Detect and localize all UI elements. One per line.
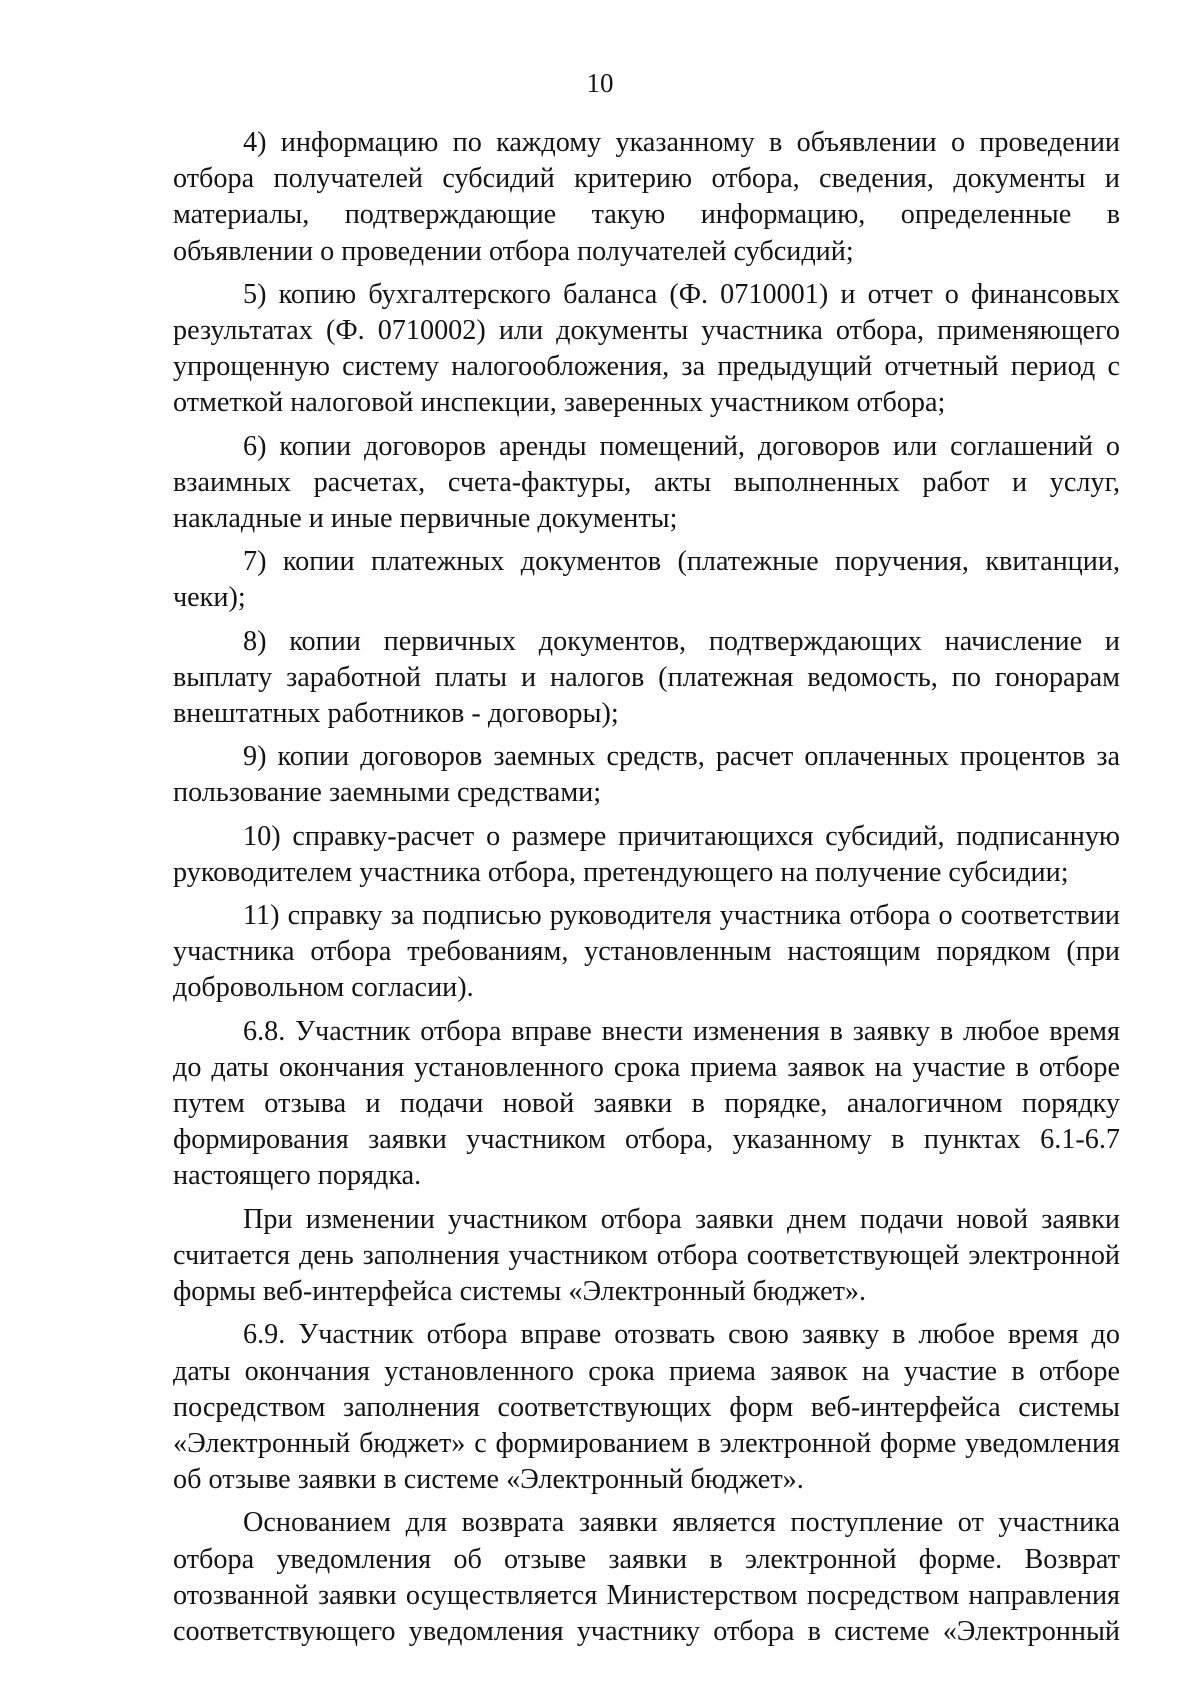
paragraph-6-8: 6.8. Участник отбора вправе внести изменения в заявку в любое время до даты окончания установленного срока приема заявок на участие в отборе путем отзыва и подачи новой заявки в порядке, аналогичном порядку формирования заявки участником отбора, указанному в пунктах 6.1-6.7 настоящего порядка.: [173, 1015, 1120, 1192]
paragraph-item-11: 11) справку за подписью руководителя участника отбора о соответствии участника отбора требованиям, установленным настоящим порядком (при добровольном согласии).: [173, 900, 1120, 1004]
paragraph-item-7: 7) копии платежных документов (платежные поручения, квитанции, чеки);: [173, 546, 1120, 614]
paragraph-6-9: 6.9. Участник отбора вправе отозвать свою заявку в любое время до даты окончания установленного срока приема заявок на участие в отборе посредством заполнения соответствующих форм веб-интерфейса системы «Электронный бюджет» с формированием в электронной форме уведомления об отзыве заявки в системе «Электронный бюджет».: [173, 1319, 1120, 1496]
paragraph-item-5: 5) копию бухгалтерского баланса (Ф. 0710001) и отчет о финансовых результатах (Ф. 0710002) или документы участника отбора, применяющего упрощенную систему налогообложения, за предыдущий отчетный период с отметкой налоговой инспекции, заверенных участником отбора;: [173, 278, 1120, 419]
paragraph-change-application: При изменении участником отбора заявки днем подачи новой заявки считается день заполнения участником отбора соответствующей электронной формы веб-интерфейса системы «Электронный бюджет».: [173, 1203, 1120, 1308]
paragraph-item-8: 8) копии первичных документов, подтверждающих начисление и выплату заработной платы и налогов (платежная ведомость, по гонорарам внештатных работников - договоры);: [173, 625, 1120, 730]
paragraph-item-6: 6) копии договоров аренды помещений, договоров или соглашений о взаимных расчетах, счета-фактуры, акты выполненных работ и услуг, накладные и иные первичные документы;: [173, 430, 1120, 535]
paragraph-return-grounds: Основанием для возврата заявки является поступление от участника отбора уведомления об отзыве заявки в электронной форме. Возврат отозванной заявки осуществляется Министерством посредством направления соответствующего уведомления участнику отбора в системе «Электронный: [173, 1507, 1120, 1647]
document-body: [173, 125, 1120, 1650]
paragraph-item-4: 4) информацию по каждому указанному в объявлении о проведении отбора получателей субсидий критерию отбора, сведения, документы и материалы, подтверждающие такую информацию, определенные в объявлении о проведении отбора получателей субсидий;: [173, 127, 1120, 267]
paragraph-item-10: 10) справку-расчет о размере причитающихся субсидий, подписанную руководителем участника отбора, претендующего на получение субсидии;: [173, 820, 1120, 888]
paragraph-item-9: 9) копии договоров заемных средств, расчет оплаченных процентов за пользование заемными средствами;: [173, 741, 1120, 809]
page-number: 10: [586, 68, 614, 98]
